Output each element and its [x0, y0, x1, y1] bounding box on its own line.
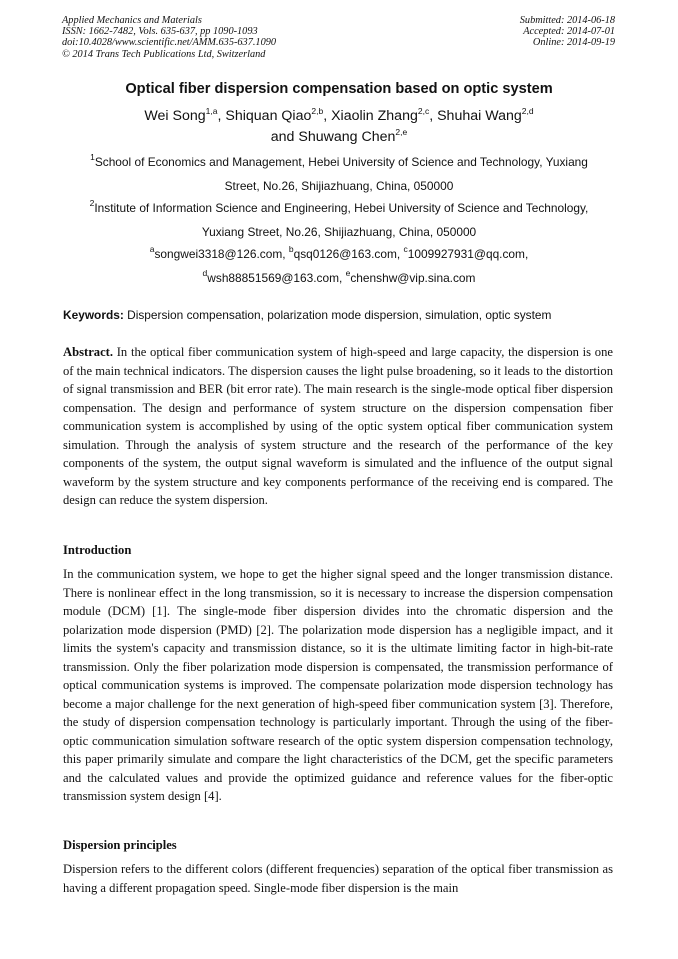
introduction-paragraph: In the communication system, we hope to get the higher signal speed and the longer transmission distance. There is nonlinear effect in the long transmission, so it is necessary to increase the dispersion compensation module (DCM) [1]. The single-mode fiber dispersion divides into the chromatic dispersion and the polarization mode dispersion (PMD) [2]. The polarization mode dispersion has a negligible impact, and it limits the system's capacity and transmission distance, so it is the ultimate limiting factor in high-bit-rate transmission. Only the fiber polarization mode dispersion is compensated, the transmission performance of optical communication systems is improved. The compensate polarization mode dispersion technology has become a major challenge for the next generation of high-speed fiber communication system [3]. Therefore, the study of dispersion compensation technology is particularly important. Through the using of the fiber-optic communication simulation software research of the optic system dispersion compensation technology, this paper primarily simulate and compare the light characteristics of the DCM, get the specific parameters and the calculated values and provide the optimized guidance and reference values for the fiber-optic transmission system design [4].	[63, 567, 613, 803]
email-link[interactable]: $^c$1009927931@qq.com,	[403, 244, 529, 261]
publication-dates	[520, 15, 615, 49]
email-link[interactable]: $^a$songwei3318@126.com,	[149, 244, 289, 261]
section-heading-dispersion-principles: Dispersion principles	[63, 838, 177, 852]
author-name: Shiquan Qiao$^{2,b}$	[225, 106, 324, 124]
journal-doi: doi:10.4028/www.scientific.net/AMM.635-637.1090	[62, 37, 277, 49]
paper-title: Optical fiber dispersion compensation based on optic system	[125, 81, 553, 97]
author-list	[60, 106, 618, 148]
abstract-label: Abstract.	[63, 345, 114, 359]
keywords-label: Keywords:	[63, 308, 124, 322]
email-link[interactable]: $^e$chenshw@vip.sina.com	[345, 268, 476, 285]
journal-name: Applied Mechanics and Materials	[62, 15, 202, 26]
email-link[interactable]: $^d$wsh88851569@163.com,	[202, 268, 346, 285]
abstract	[63, 343, 613, 510]
author-line-2	[60, 127, 618, 148]
journal-issn: ISSN: 1662-7482, Vols. 635-637, pp 1090-1093	[62, 26, 258, 38]
affiliation-1: $^1$School of Economics and Management, Hebei University of Science and Technology, Yuxiang Street, No.26, Shijiazhuang, China, 050000	[90, 152, 588, 193]
author-name: Wei Song$^{1,a}$	[144, 106, 218, 124]
journal-info	[62, 15, 276, 60]
affiliation-2: $^2$Institute of Information Science and Engineering, Hebei University of Science and Technology, Yuxiang Street, No.26, Shijiazhuang, China, 050000	[89, 198, 589, 239]
keywords	[63, 307, 623, 323]
author-name: Xiaolin Zhang$^{2,c}$	[331, 106, 430, 124]
author-emails	[60, 242, 618, 290]
author-name: and Shuwang Chen$^{2,e}$	[270, 127, 408, 145]
email-link[interactable]: $^b$qsq0126@163.com,	[288, 244, 404, 261]
submitted-date: Submitted: 2014-06-18	[519, 15, 615, 26]
author-name: Shuhai Wang$^{2,d}$	[437, 106, 534, 124]
journal-copyright: © 2014 Trans Tech Publications Ltd, Switzerland	[62, 48, 266, 60]
author-line-1: Wei Song$^{1,a}$, Shiquan Qiao$^{2,b}$, Xiaolin Zhang$^{2,c}$, Shuhai Wang$^{2,d}$	[144, 106, 534, 124]
dispersion-paragraph: Dispersion refers to the different colors (different frequencies) separation of the optical fiber transmission as having a different propagation speed. Single-mode fiber dispersion is the main	[63, 862, 613, 895]
section-heading-introduction: Introduction	[63, 543, 132, 557]
online-date: Online: 2014-09-19	[532, 37, 615, 49]
keywords-text: Dispersion compensation, polarization mode dispersion, simulation, optic system	[123, 308, 552, 322]
abstract-text: In the optical fiber communication system of high-speed and large capacity, the dispersion is one of the main technical indicators. The dispersion causes the light pulse broadening, so it leads to the distortion of signal transmission and BER (bit error rate). The main research is the single-mode optical fiber dispersion compensation. The design and performance of system structure on the dispersion compensation fiber communication system is accomplished by using of the optic system optical fiber communication system simulation. Through the analysis of system structure and the research of the performance of the key components of the system, the output signal waveform is simulated and the influence of the output signal waveform by the system structure and key components performance of the receiving end is compared. The design can reduce the system dispersion.	[63, 345, 613, 507]
accepted-date: Accepted: 2014-07-01	[523, 26, 615, 38]
